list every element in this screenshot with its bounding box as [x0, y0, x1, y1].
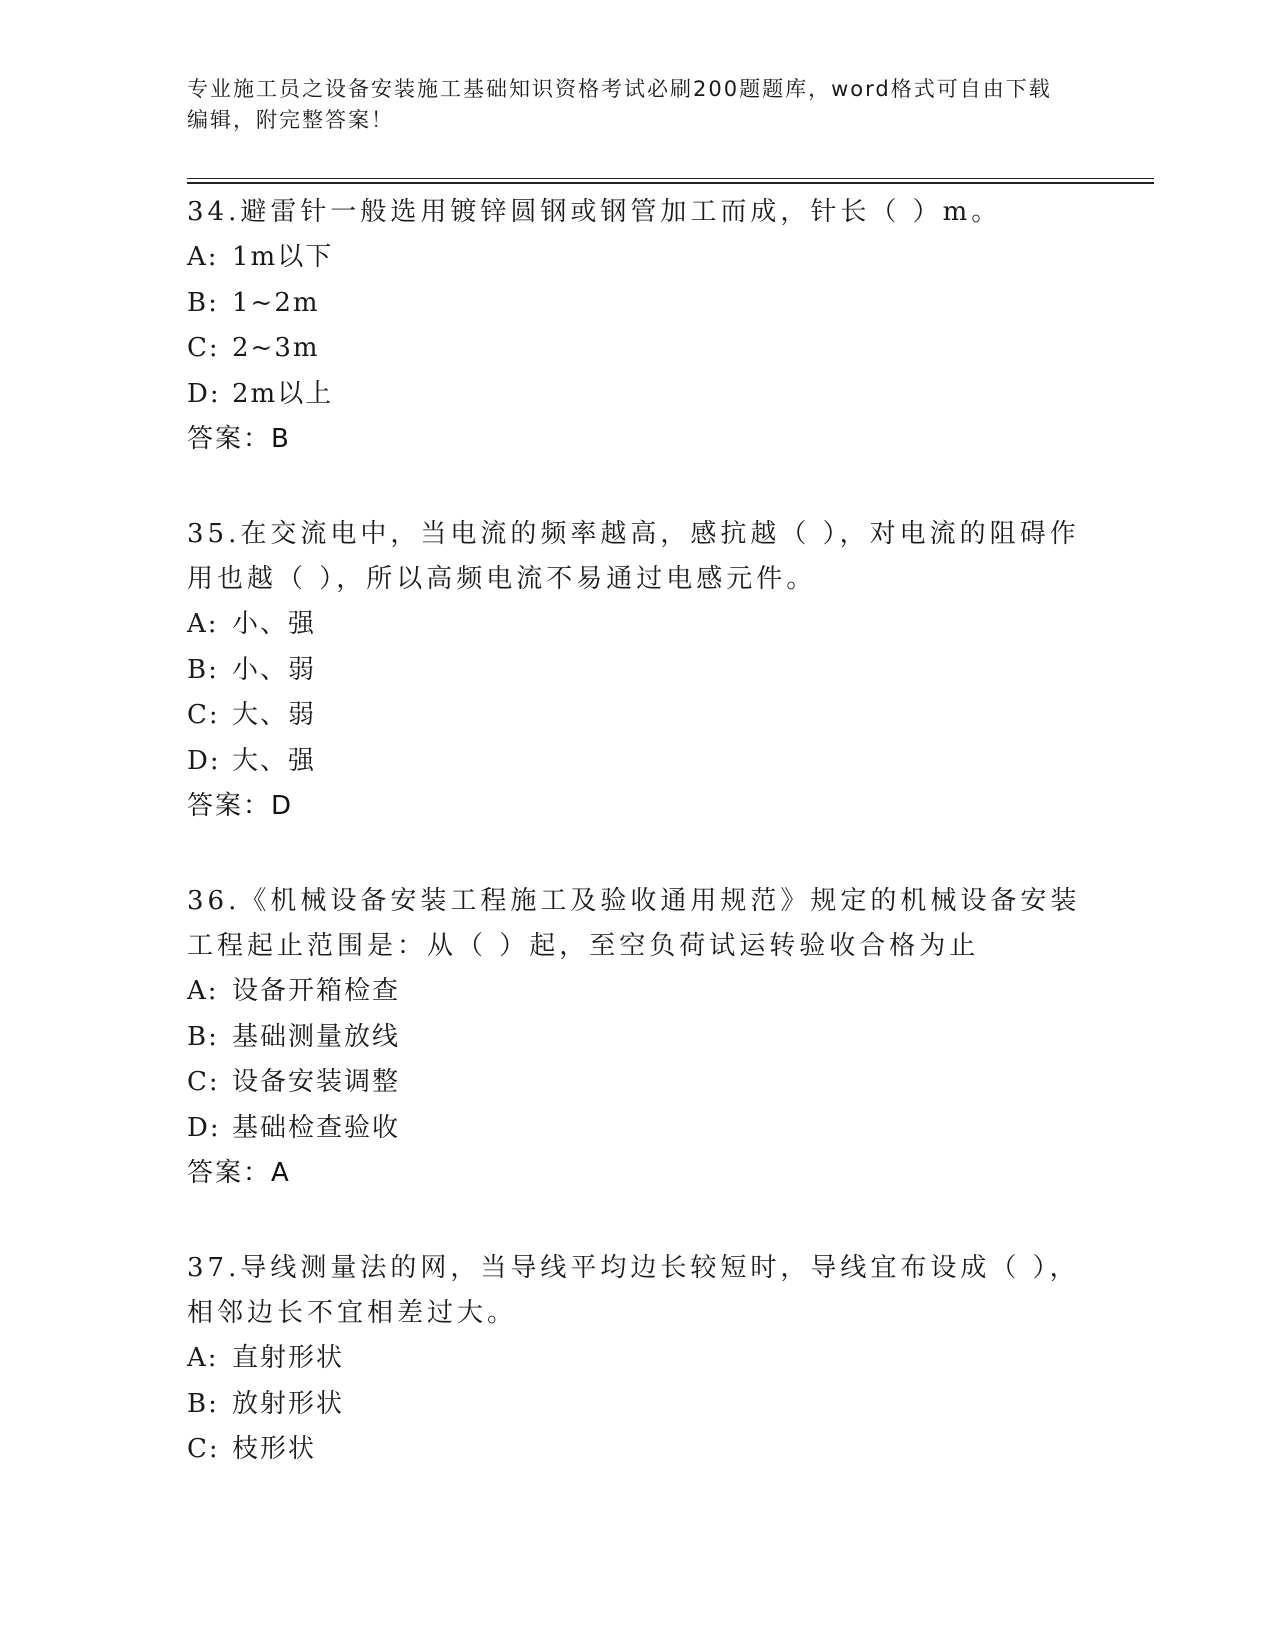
option-letter: A:: [187, 1343, 219, 1373]
option-letter: A:: [187, 242, 219, 272]
option-a: [187, 235, 1087, 281]
option-text: 设备安装调整: [232, 1067, 401, 1097]
option-text: 2m以上: [232, 378, 334, 409]
option-d: [187, 372, 1087, 418]
option-letter: D:: [187, 378, 221, 409]
option-letter: B:: [187, 287, 219, 318]
question-stem: 36.《机械设备安装工程施工及验收通用规范》规定的机械设备安装工程起止范围是：从（ ）起，至空负荷试运转验收合格为止: [187, 886, 1081, 961]
option-text: 放射形状: [232, 1388, 345, 1419]
option-c: [187, 1060, 1087, 1106]
option-text: 大、弱: [232, 700, 317, 730]
option-d: [187, 739, 1087, 785]
option-text: 基础测量放线: [232, 1021, 401, 1052]
option-letter: A:: [187, 609, 219, 639]
question-stem: 34.避雷针一般选用镀锌圆钢或钢管加工而成，针长（ ）m。: [187, 197, 1002, 227]
option-text: 1m以下: [232, 242, 334, 272]
option-text: 1~2m: [232, 287, 320, 318]
question-37: [187, 1246, 1087, 1473]
option-letter: D:: [187, 745, 221, 776]
option-letter: B:: [187, 654, 219, 685]
option-c: [187, 1427, 1087, 1473]
question-34: [187, 190, 1087, 462]
answer-line: 答案：D: [187, 791, 294, 821]
option-letter: B:: [187, 1388, 219, 1419]
question-list: [187, 190, 1087, 1523]
option-text: 设备开箱检查: [232, 976, 401, 1006]
option-letter: C:: [187, 1067, 220, 1097]
option-letter: C:: [187, 700, 220, 730]
option-letter: C:: [187, 333, 220, 363]
document-header: 专业施工员之设备安装施工基础知识资格考试必刷200题题库，word格式可自由下载编辑，附完整答案！: [187, 77, 1052, 132]
option-c: [187, 693, 1087, 739]
option-letter: A:: [187, 976, 219, 1006]
option-letter: D:: [187, 1112, 221, 1143]
option-b: [187, 1382, 1087, 1428]
option-text: 基础检查验收: [232, 1112, 401, 1143]
question-35: [187, 512, 1087, 829]
option-a: [187, 602, 1087, 648]
option-text: 枝形状: [232, 1434, 317, 1464]
header-divider-thin: [187, 178, 1154, 179]
option-b: [187, 1015, 1087, 1061]
option-letter: B:: [187, 1021, 219, 1052]
option-d: [187, 1106, 1087, 1152]
option-a: [187, 1336, 1087, 1382]
answer-line: 答案：A: [187, 1158, 291, 1188]
option-a: [187, 969, 1087, 1015]
question-36: [187, 879, 1087, 1196]
option-text: 直射形状: [232, 1343, 345, 1373]
question-stem: 35.在交流电中，当电流的频率越高，感抗越（ ），对电流的阻碍作用也越（ ），所以高频电流不易通过电感元件。: [187, 519, 1080, 594]
option-b: [187, 648, 1087, 694]
option-text: 2~3m: [232, 333, 320, 363]
question-stem: 37.导线测量法的网，当导线平均边长较短时，导线宜布设成（ ），相邻边长不宜相差过大。: [187, 1253, 1080, 1328]
option-letter: C:: [187, 1434, 220, 1464]
option-c: [187, 326, 1087, 372]
option-text: 小、强: [232, 609, 317, 639]
header-divider-thick: [187, 182, 1154, 184]
option-b: [187, 281, 1087, 327]
option-text: 大、强: [232, 745, 317, 776]
answer-line: 答案：B: [187, 424, 291, 454]
option-text: 小、弱: [232, 654, 317, 685]
